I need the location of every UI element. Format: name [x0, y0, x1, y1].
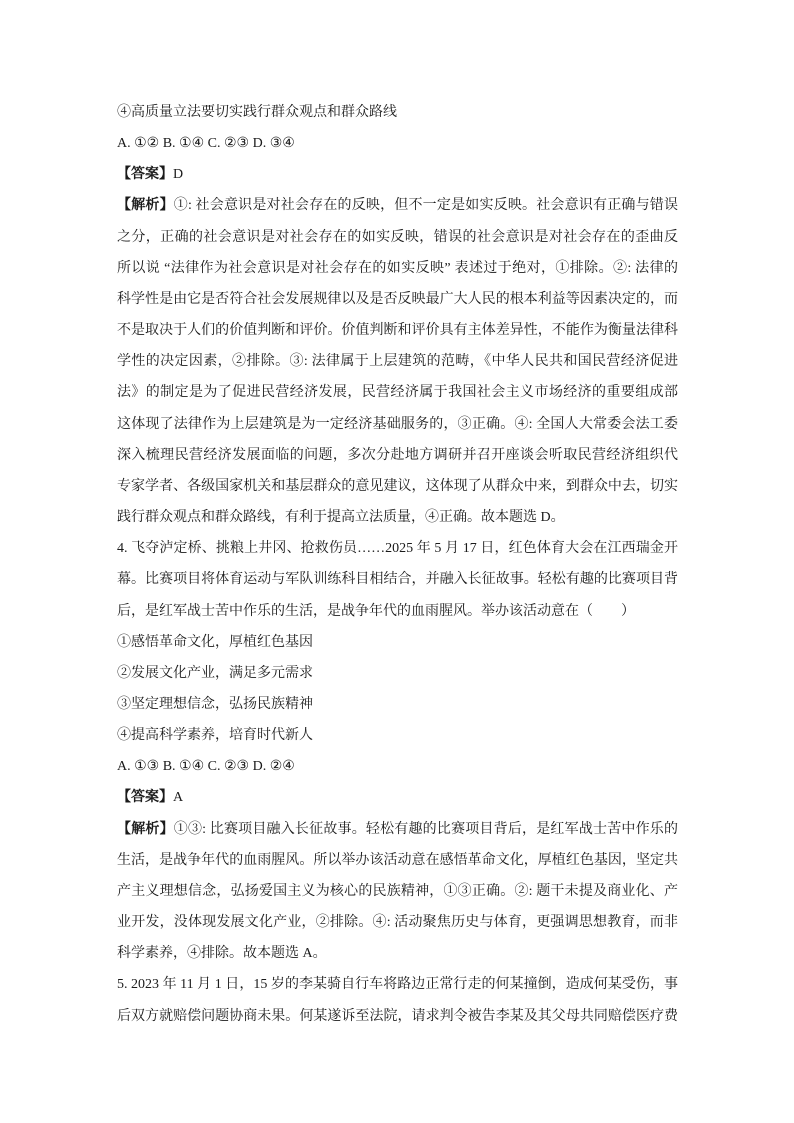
option-item: ③坚定理想信念，弘扬民族精神: [117, 696, 313, 712]
analysis-line: [117, 814, 678, 845]
analysis-line: 法》的制定是为了促进民营经济发展，民营经济属于我国社会主义市场经济的重要组成部: [117, 385, 678, 401]
answer-label: 【答案】: [117, 790, 173, 806]
page-content: [117, 97, 678, 1032]
option-item: ②发展文化产业，满足多元需求: [117, 665, 313, 681]
question-stem-line: 后，是红军战士苦中作乐的生活，是战争年代的血雨腥风。举办该活动意在（ ）: [117, 603, 635, 619]
analysis-line: 践行群众观点和群众路线，有利于提高立法质量，④正确。故本题选 D。: [117, 510, 565, 526]
question-5: [117, 969, 678, 1031]
option-item: ④高质量立法要切实践行群众观点和群众路线: [117, 105, 397, 120]
analysis-line: 产主义理想信念，弘扬爱国主义为核心的民族精神，①③正确。②: 题干未提及商业化、产: [117, 883, 678, 899]
question-4: [117, 533, 678, 969]
analysis-line: 这体现了法律作为上层建筑是为一定经济基础服务的，③正确。④: 全国人大常委会法工委: [117, 416, 678, 432]
analysis-label: 【解析】: [117, 821, 174, 837]
answer-choices: A. ①③ B. ①④ C. ②③ D. ②④: [117, 759, 295, 775]
analysis-line: 深入梳理民营经济发展面临的问题，多次分赴地方调研并召开座谈会听取民营经济组织代: [117, 447, 678, 463]
analysis-text: ①: 社会意识是对社会存在的反映，但不一定是如实反映。社会意识有正确与错误: [173, 198, 678, 214]
analysis-line: 专家学者、各级国家机关和基层群众的意见建议，这体现了从群众中来，到群众中去，切实: [117, 478, 678, 494]
analysis-line: 科学性是由它是否符合社会发展规律以及是否反映最广大人民的根本利益等因素决定的，而: [117, 291, 678, 307]
answer-value: D: [173, 167, 184, 183]
analysis-text: ①③: 比赛项目融入长征故事。轻松有趣的比赛项目背后，是红军战士苦中作乐的: [173, 821, 678, 837]
question-stem-line: 5. 2023 年 11 月 1 日，15 岁的李某骑自行车将路边正常行走的何某撞倒，造成何某受伤，事: [117, 977, 678, 993]
answer-choices: A. ①② B. ①④ C. ②③ D. ③④: [117, 136, 295, 152]
option-item: ①感悟革命文化，厚植红色基因: [117, 634, 313, 650]
analysis-line: [117, 190, 678, 221]
question-stem-line: 幕。比赛项目将体育运动与军队训练科目相结合，并融入长征故事。轻松有趣的比赛项目背: [117, 572, 678, 588]
question-stem-line: 4. 飞夺泸定桥、挑粮上井冈、抢救伤员……2025 年 5 月 17 日，红色体育大会在江西瑞金开: [117, 541, 678, 557]
analysis-line: 业开发，没体现发展文化产业，②排除。④: 活动聚焦历史与体育，更强调思想教育，而非: [117, 915, 678, 931]
answer-line: [117, 159, 678, 190]
answer-label: 【答案】: [117, 167, 173, 183]
analysis-line: 之分，正确的社会意识是对社会存在的如实反映，错误的社会意识是对社会存在的歪曲反: [117, 229, 678, 245]
analysis-line: 不是取决于人们的价值判断和评价。价值判断和评价具有主体差异性，不能作为衡量法律科: [117, 323, 678, 339]
analysis-line: 学性的决定因素，②排除。③: 法律属于上层建筑的范畴，《中华人民共和国民营经济促进: [117, 354, 678, 370]
analysis-line: 科学素养，④排除。故本题选 A。: [117, 946, 327, 962]
analysis-label: 【解析】: [117, 198, 174, 214]
answer-line: [117, 782, 678, 813]
question-stem-line: 后双方就赔偿问题协商未果。何某遂诉至法院，请求判令被告李某及其父母共同赔偿医疗费: [117, 1008, 678, 1024]
option-item: ④提高科学素养，培育时代新人: [117, 728, 313, 744]
analysis-line: 生活，是战争年代的血雨腥风。所以举办该活动意在感悟革命文化，厚植红色基因，坚定共: [117, 852, 678, 868]
answer-value: A: [173, 790, 184, 806]
question-3-tail: [117, 97, 678, 533]
analysis-line: 所以说 “法律作为社会意识是对社会存在的如实反映” 表述过于绝对，①排除。②: 法律的: [117, 260, 678, 276]
